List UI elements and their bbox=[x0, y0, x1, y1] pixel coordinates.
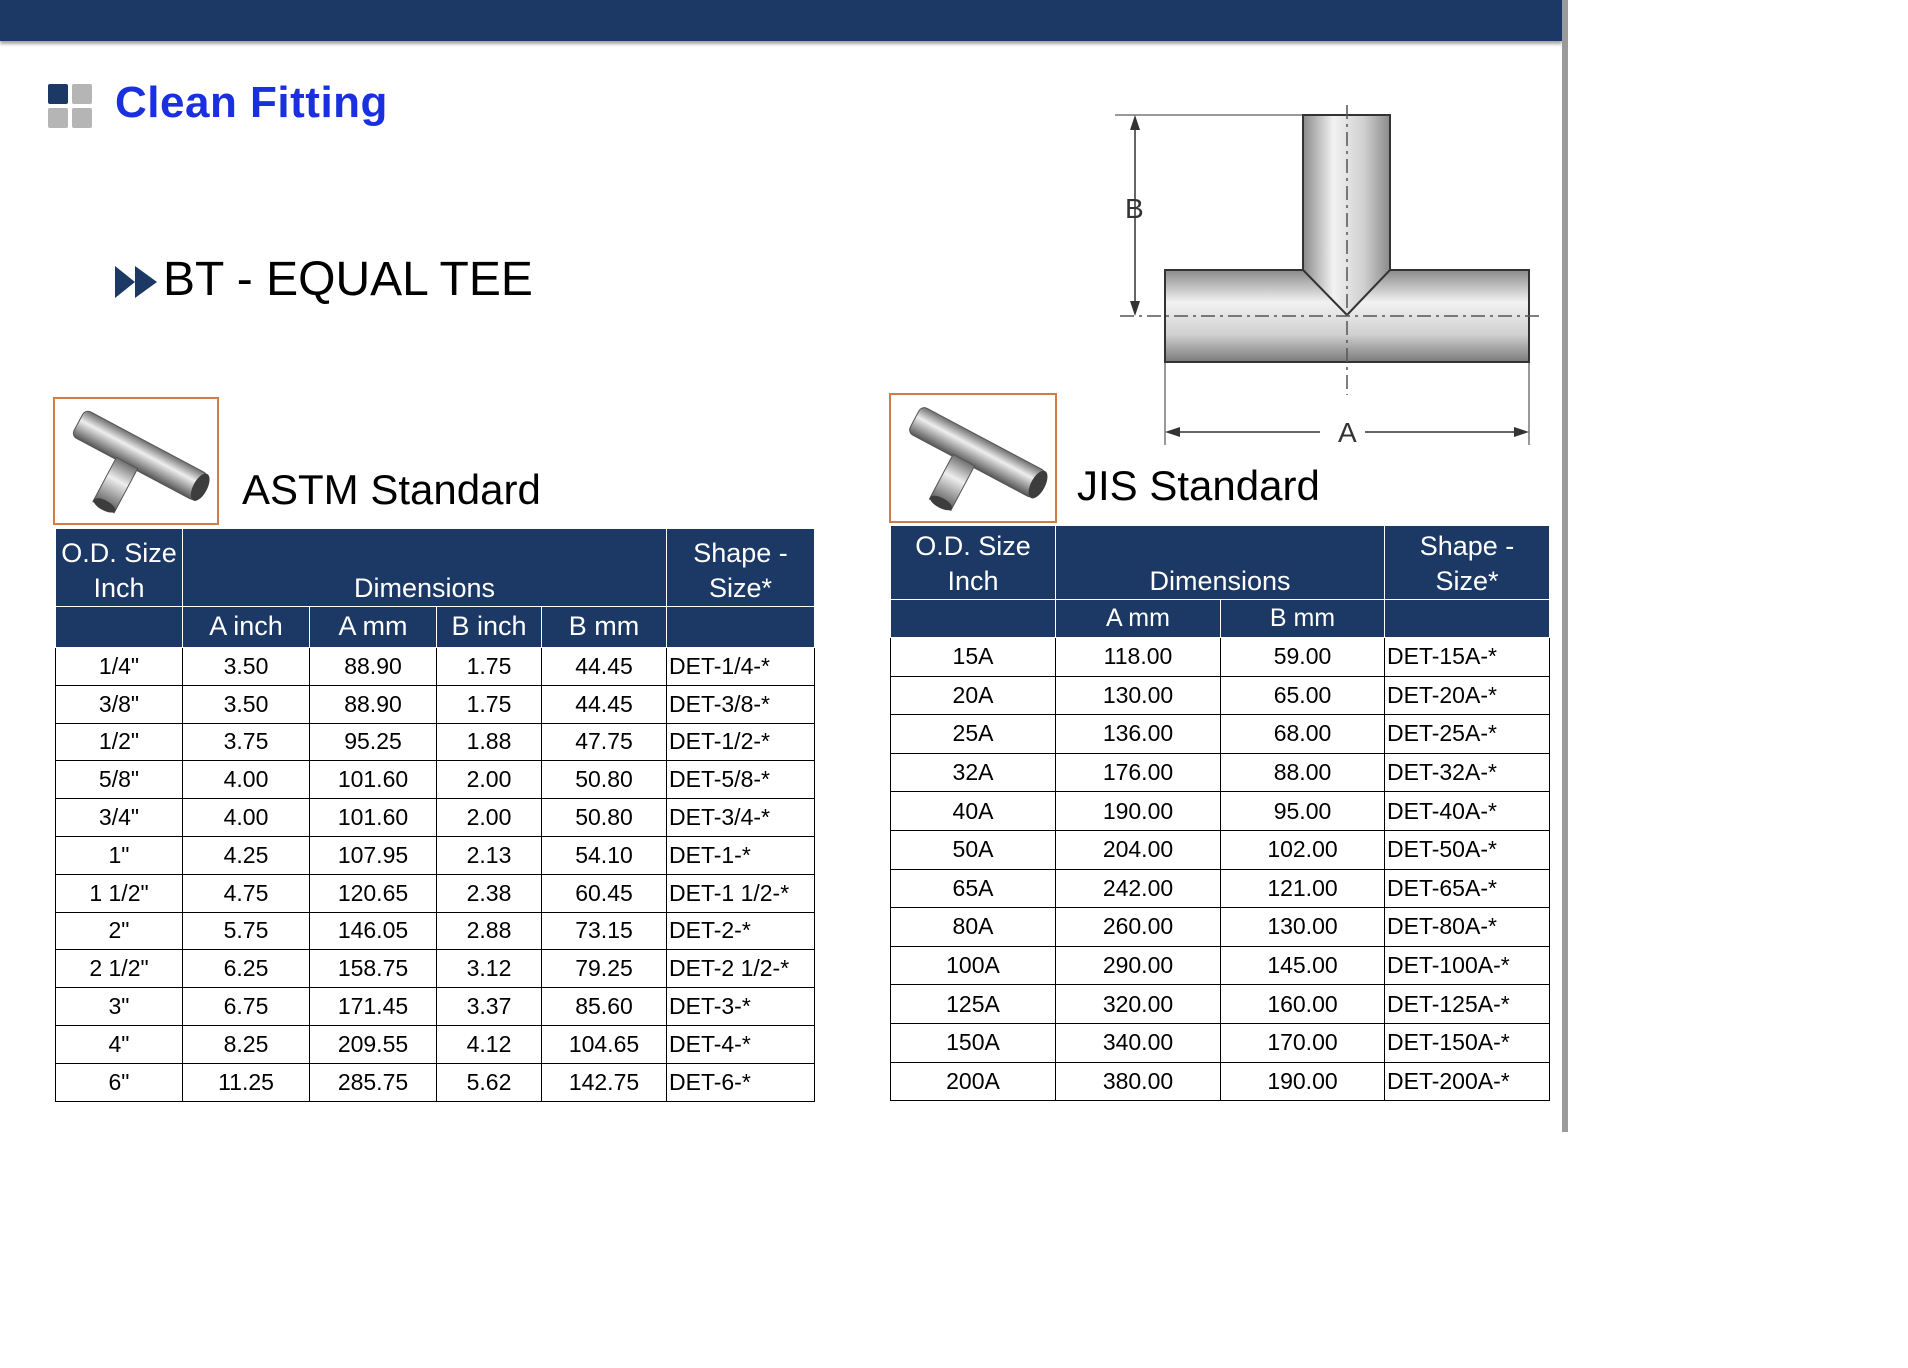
cell-a-inch: 3.50 bbox=[183, 648, 310, 686]
jis-product-thumbnail bbox=[889, 393, 1057, 523]
cell-b-mm: 68.00 bbox=[1221, 715, 1385, 754]
table-row bbox=[56, 912, 815, 950]
table-row bbox=[891, 792, 1550, 831]
cell-a-mm: 204.00 bbox=[1056, 830, 1221, 869]
cell-a-mm: 260.00 bbox=[1056, 908, 1221, 947]
header-blank bbox=[891, 600, 1056, 638]
cell-od-size: 150A bbox=[891, 1023, 1056, 1062]
cell-b-mm: 142.75 bbox=[542, 1063, 667, 1101]
cell-od-size: 3" bbox=[56, 988, 183, 1026]
cell-a-inch: 8.25 bbox=[183, 1025, 310, 1063]
cell-od-size: 200A bbox=[891, 1062, 1056, 1101]
cell-od-size: 50A bbox=[891, 830, 1056, 869]
table-row bbox=[891, 715, 1550, 754]
table-row bbox=[56, 1025, 815, 1063]
table-row bbox=[891, 985, 1550, 1024]
cell-a-mm: 380.00 bbox=[1056, 1062, 1221, 1101]
cell-shape-size: DET-65A-* bbox=[1385, 869, 1550, 908]
cell-od-size: 1 1/2" bbox=[56, 874, 183, 912]
cell-a-mm: 136.00 bbox=[1056, 715, 1221, 754]
cell-shape-size: DET-15A-* bbox=[1385, 638, 1550, 677]
cell-b-inch: 1.75 bbox=[437, 648, 542, 686]
double-arrow-icon bbox=[113, 264, 161, 300]
cell-a-inch: 4.75 bbox=[183, 874, 310, 912]
cell-od-size: 15A bbox=[891, 638, 1056, 677]
cell-b-inch: 4.12 bbox=[437, 1025, 542, 1063]
cell-od-size: 80A bbox=[891, 908, 1056, 947]
cell-od-size: 6" bbox=[56, 1063, 183, 1101]
cell-a-mm: 101.60 bbox=[310, 799, 437, 837]
header-dimensions: Dimensions bbox=[183, 529, 667, 607]
table-row bbox=[56, 799, 815, 837]
cell-a-mm: 209.55 bbox=[310, 1025, 437, 1063]
product-title: BT - EQUAL TEE bbox=[163, 253, 533, 306]
table-row bbox=[891, 638, 1550, 677]
cell-b-mm: 121.00 bbox=[1221, 869, 1385, 908]
cell-a-inch: 6.25 bbox=[183, 950, 310, 988]
cell-shape-size: DET-3/4-* bbox=[667, 799, 815, 837]
cell-b-mm: 190.00 bbox=[1221, 1062, 1385, 1101]
cell-od-size: 2 1/2" bbox=[56, 950, 183, 988]
cell-od-size: 40A bbox=[891, 792, 1056, 831]
cell-b-inch: 2.00 bbox=[437, 761, 542, 799]
cell-b-inch: 3.12 bbox=[437, 950, 542, 988]
cell-b-mm: 50.80 bbox=[542, 799, 667, 837]
cell-shape-size: DET-2-* bbox=[667, 912, 815, 950]
cell-a-mm: 88.90 bbox=[310, 648, 437, 686]
astm-dimension-table bbox=[55, 528, 815, 1102]
header-shape-size: Shape - Size* bbox=[667, 529, 815, 607]
cell-shape-size: DET-80A-* bbox=[1385, 908, 1550, 947]
cell-a-mm: 120.65 bbox=[310, 874, 437, 912]
header-blank bbox=[56, 607, 183, 648]
cell-b-inch: 2.13 bbox=[437, 836, 542, 874]
cell-a-mm: 130.00 bbox=[1056, 676, 1221, 715]
header-dimensions: Dimensions bbox=[1056, 526, 1385, 600]
cell-shape-size: DET-5/8-* bbox=[667, 761, 815, 799]
top-banner bbox=[0, 0, 1562, 41]
cell-od-size: 1" bbox=[56, 836, 183, 874]
cell-od-size: 125A bbox=[891, 985, 1056, 1024]
cell-od-size: 20A bbox=[891, 676, 1056, 715]
cell-b-inch: 2.00 bbox=[437, 799, 542, 837]
cell-od-size: 2" bbox=[56, 912, 183, 950]
four-squares-icon bbox=[46, 82, 94, 130]
cell-a-mm: 190.00 bbox=[1056, 792, 1221, 831]
cell-b-inch: 2.88 bbox=[437, 912, 542, 950]
cell-b-inch: 5.62 bbox=[437, 1063, 542, 1101]
cell-b-mm: 95.00 bbox=[1221, 792, 1385, 831]
header-shape-size: Shape - Size* bbox=[1385, 526, 1550, 600]
cell-b-mm: 130.00 bbox=[1221, 908, 1385, 947]
table-row bbox=[56, 988, 815, 1026]
cell-a-mm: 95.25 bbox=[310, 723, 437, 761]
cell-shape-size: DET-1/4-* bbox=[667, 648, 815, 686]
cell-b-mm: 54.10 bbox=[542, 836, 667, 874]
table-row bbox=[891, 946, 1550, 985]
cell-a-mm: 290.00 bbox=[1056, 946, 1221, 985]
cell-b-mm: 65.00 bbox=[1221, 676, 1385, 715]
cell-a-mm: 118.00 bbox=[1056, 638, 1221, 677]
table-row bbox=[56, 950, 815, 988]
table-row bbox=[891, 676, 1550, 715]
page-edge bbox=[1562, 0, 1568, 1132]
table-row bbox=[56, 1063, 815, 1101]
table-row bbox=[56, 761, 815, 799]
cell-shape-size: DET-3/8-* bbox=[667, 685, 815, 723]
cell-b-inch: 1.88 bbox=[437, 723, 542, 761]
cell-b-mm: 79.25 bbox=[542, 950, 667, 988]
cell-a-mm: 101.60 bbox=[310, 761, 437, 799]
cell-od-size: 5/8" bbox=[56, 761, 183, 799]
astm-product-thumbnail bbox=[53, 397, 219, 525]
cell-shape-size: DET-1-* bbox=[667, 836, 815, 874]
table-row bbox=[56, 723, 815, 761]
table-row bbox=[56, 685, 815, 723]
header-od-size: O.D. Size Inch bbox=[56, 529, 183, 607]
cell-b-mm: 59.00 bbox=[1221, 638, 1385, 677]
cell-b-inch: 2.38 bbox=[437, 874, 542, 912]
cell-shape-size: DET-150A-* bbox=[1385, 1023, 1550, 1062]
cell-a-inch: 4.00 bbox=[183, 761, 310, 799]
cell-shape-size: DET-125A-* bbox=[1385, 985, 1550, 1024]
cell-od-size: 100A bbox=[891, 946, 1056, 985]
tee-dimension-diagram bbox=[1110, 100, 1550, 450]
header-blank bbox=[1385, 600, 1550, 638]
cell-shape-size: DET-3-* bbox=[667, 988, 815, 1026]
cell-b-mm: 170.00 bbox=[1221, 1023, 1385, 1062]
astm-standard-label: ASTM Standard bbox=[242, 466, 541, 513]
cell-b-mm: 88.00 bbox=[1221, 753, 1385, 792]
cell-b-mm: 145.00 bbox=[1221, 946, 1385, 985]
table-row bbox=[56, 874, 815, 912]
cell-b-inch: 3.37 bbox=[437, 988, 542, 1026]
cell-shape-size: DET-1 1/2-* bbox=[667, 874, 815, 912]
cell-a-mm: 171.45 bbox=[310, 988, 437, 1026]
cell-a-mm: 107.95 bbox=[310, 836, 437, 874]
cell-shape-size: DET-50A-* bbox=[1385, 830, 1550, 869]
cell-od-size: 65A bbox=[891, 869, 1056, 908]
cell-od-size: 25A bbox=[891, 715, 1056, 754]
header-b-mm: B mm bbox=[1221, 600, 1385, 638]
header-blank bbox=[667, 607, 815, 648]
cell-a-inch: 3.50 bbox=[183, 685, 310, 723]
cell-a-inch: 3.75 bbox=[183, 723, 310, 761]
cell-b-mm: 160.00 bbox=[1221, 985, 1385, 1024]
cell-shape-size: DET-40A-* bbox=[1385, 792, 1550, 831]
jis-dimension-table bbox=[890, 525, 1550, 1101]
jis-standard-label: JIS Standard bbox=[1077, 462, 1320, 509]
cell-a-mm: 88.90 bbox=[310, 685, 437, 723]
cell-a-inch: 5.75 bbox=[183, 912, 310, 950]
cell-a-mm: 320.00 bbox=[1056, 985, 1221, 1024]
cell-a-inch: 11.25 bbox=[183, 1063, 310, 1101]
cell-b-inch: 1.75 bbox=[437, 685, 542, 723]
header-a-mm: A mm bbox=[310, 607, 437, 648]
header-b-inch: B inch bbox=[437, 607, 542, 648]
table-row bbox=[56, 648, 815, 686]
cell-b-mm: 60.45 bbox=[542, 874, 667, 912]
table-row bbox=[56, 836, 815, 874]
header-a-mm: A mm bbox=[1056, 600, 1221, 638]
cell-a-inch: 4.25 bbox=[183, 836, 310, 874]
cell-a-mm: 146.05 bbox=[310, 912, 437, 950]
cell-shape-size: DET-200A-* bbox=[1385, 1062, 1550, 1101]
cell-b-mm: 104.65 bbox=[542, 1025, 667, 1063]
cell-a-inch: 4.00 bbox=[183, 799, 310, 837]
cell-shape-size: DET-25A-* bbox=[1385, 715, 1550, 754]
table-row bbox=[891, 1023, 1550, 1062]
dimension-label-a: A bbox=[1338, 417, 1357, 448]
cell-shape-size: DET-1/2-* bbox=[667, 723, 815, 761]
cell-a-mm: 242.00 bbox=[1056, 869, 1221, 908]
cell-a-mm: 340.00 bbox=[1056, 1023, 1221, 1062]
table-row bbox=[891, 830, 1550, 869]
cell-a-inch: 6.75 bbox=[183, 988, 310, 1026]
cell-od-size: 1/2" bbox=[56, 723, 183, 761]
cell-shape-size: DET-6-* bbox=[667, 1063, 815, 1101]
cell-b-mm: 44.45 bbox=[542, 685, 667, 723]
cell-shape-size: DET-2 1/2-* bbox=[667, 950, 815, 988]
cell-od-size: 4" bbox=[56, 1025, 183, 1063]
header-a-inch: A inch bbox=[183, 607, 310, 648]
table-row bbox=[891, 908, 1550, 947]
cell-od-size: 3/8" bbox=[56, 685, 183, 723]
cell-b-mm: 73.15 bbox=[542, 912, 667, 950]
cell-a-mm: 158.75 bbox=[310, 950, 437, 988]
cell-od-size: 32A bbox=[891, 753, 1056, 792]
dimension-label-b: B bbox=[1125, 193, 1144, 224]
cell-a-mm: 285.75 bbox=[310, 1063, 437, 1101]
cell-shape-size: DET-100A-* bbox=[1385, 946, 1550, 985]
header-b-mm: B mm bbox=[542, 607, 667, 648]
table-row bbox=[891, 753, 1550, 792]
cell-b-mm: 47.75 bbox=[542, 723, 667, 761]
cell-b-mm: 44.45 bbox=[542, 648, 667, 686]
cell-b-mm: 50.80 bbox=[542, 761, 667, 799]
table-row bbox=[891, 1062, 1550, 1101]
cell-a-mm: 176.00 bbox=[1056, 753, 1221, 792]
header-od-size: O.D. Size Inch bbox=[891, 526, 1056, 600]
cell-od-size: 1/4" bbox=[56, 648, 183, 686]
cell-b-mm: 85.60 bbox=[542, 988, 667, 1026]
cell-shape-size: DET-32A-* bbox=[1385, 753, 1550, 792]
cell-shape-size: DET-20A-* bbox=[1385, 676, 1550, 715]
section-title: Clean Fitting bbox=[115, 78, 388, 127]
table-row bbox=[891, 869, 1550, 908]
cell-b-mm: 102.00 bbox=[1221, 830, 1385, 869]
cell-od-size: 3/4" bbox=[56, 799, 183, 837]
cell-shape-size: DET-4-* bbox=[667, 1025, 815, 1063]
